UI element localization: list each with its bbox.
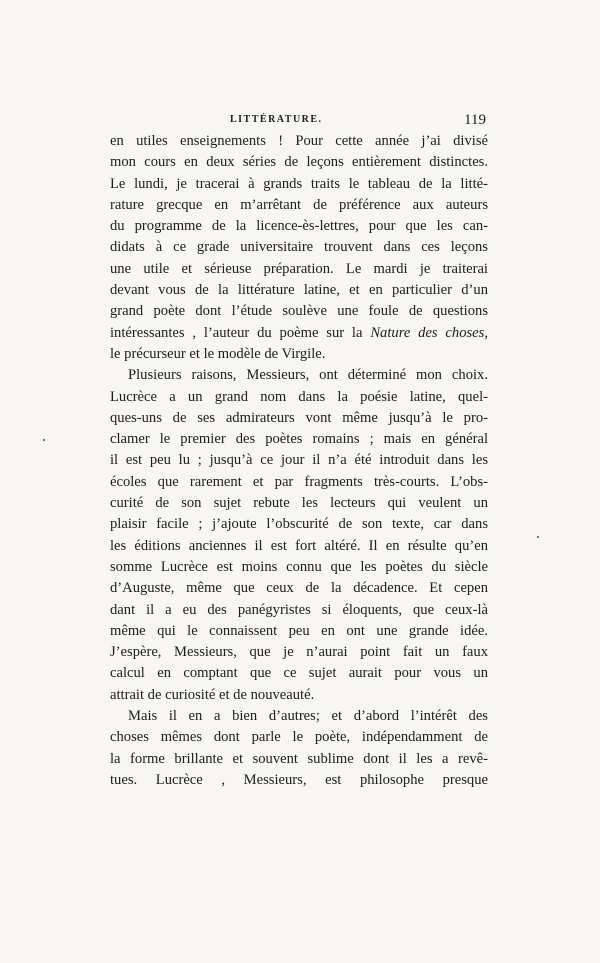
running-title: LITTÉRATURE. — [230, 114, 323, 125]
text-line: calcul en comptant que ce sujet aurait pour vous un — [110, 665, 488, 682]
text-line: grand poète dont l’étude soulève une foule de questions — [110, 303, 488, 320]
text-line: curité de son sujet rebute les lecteurs qui veulent un — [110, 495, 488, 512]
text-line: Lucrèce a un grand nom dans la poésie latine, quel- — [110, 388, 488, 405]
paper-speck — [537, 536, 539, 538]
text-line: il est peu lu ; jusqu’à ce jour il n’a été introduit dans les — [110, 452, 488, 469]
text-line: attrait de curiosité et de nouveauté. — [110, 686, 315, 703]
text-line: intéressantes , l’auteur du poème sur la Nature des choses, — [110, 324, 488, 341]
text-line: la forme brillante et souvent sublime dont il les a revê- — [110, 750, 488, 767]
running-head — [110, 112, 486, 130]
text-line: même qui le connaissent peu en ont une grande idée. — [110, 622, 488, 639]
text-line: une utile et sérieuse préparation. Le mardi je traiterai — [110, 260, 488, 277]
text-line: Plusieurs raisons, Messieurs, ont déterminé mon choix. — [128, 367, 488, 384]
paper-speck — [43, 439, 45, 441]
text-line: J’espère, Messieurs, que je n’aurai point fait un faux — [110, 644, 488, 661]
text-line: Le lundi, je tracerai à grands traits le tableau de la litté- — [110, 175, 488, 192]
text-line: ques-uns de ses admirateurs vont même jusqu’à le pro- — [110, 409, 488, 426]
text-line: le précurseur et le modèle de Virgile. — [110, 345, 326, 362]
text-line: Mais il en a bien d’autres; et d’abord l’intérêt des — [128, 708, 488, 725]
body-text — [110, 131, 488, 791]
text-line: didats à ce grade universitaire trouvent dans ces leçons — [110, 239, 488, 256]
text-line: mon cours en deux séries de leçons entièrement distinctes. — [110, 154, 488, 171]
text-line: devant vous de la littérature latine, et en particulier d’un — [110, 282, 488, 299]
text-line: rature grecque en m’arrêtant de préférence aux auteurs — [110, 196, 488, 213]
text-line: en utiles enseignements ! Pour cette année j’ai divisé — [110, 133, 488, 149]
text-line: dant il a eu des panégyristes si éloquents, que ceux-là — [110, 601, 488, 618]
text-line: du programme de la licence-ès-lettres, pour que les can- — [110, 218, 488, 235]
text-line: écoles que rarement et par fragments très-courts. L’obs- — [110, 473, 488, 490]
text-line: d’Auguste, même que ceux de la décadence. Et cepen — [110, 580, 488, 597]
text-line: tues. Lucrèce , Messieurs, est philosophe presque — [110, 771, 488, 788]
text-line: plaisir facile ; j’ajoute l’obscurité de son texte, car dans — [110, 516, 488, 533]
text-line: choses mêmes dont parle le poète, indépendamment de — [110, 729, 488, 746]
work-title: Nature des choses — [370, 324, 485, 341]
page-number: 119 — [464, 112, 486, 128]
text-line: les éditions anciennes il est fort altéré. Il en résulte qu’en — [110, 537, 488, 554]
text-line: clamer le premier des poètes romains ; mais en général — [110, 431, 488, 448]
text-line: somme Lucrèce est moins connu que les poètes du siècle — [110, 558, 488, 575]
